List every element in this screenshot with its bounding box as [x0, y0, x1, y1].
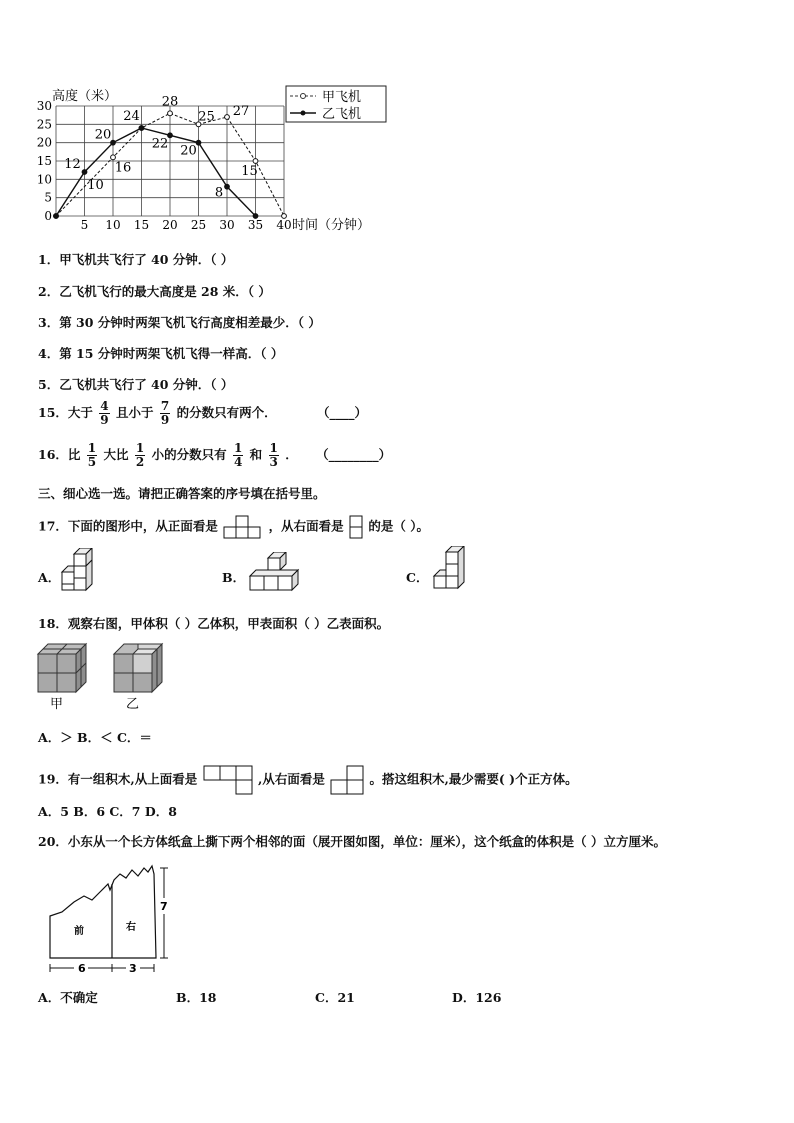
- data-label-yi: 8: [214, 185, 224, 201]
- q20-net-figure: [40, 860, 180, 978]
- data-label-yi: 20: [94, 127, 112, 143]
- question-3: 3．第 30 分钟时两架飞机飞行高度相差最少．（ ）: [38, 315, 321, 330]
- front-view-figure: [222, 514, 264, 540]
- q17-option-a-figure: [60, 548, 104, 600]
- y-tick-label: 5: [44, 190, 52, 205]
- data-label-yi: 22: [151, 136, 169, 152]
- point-yi: [225, 184, 230, 189]
- question-20: 20．小东从一个长方体纸盒上撕下两个相邻的面（展开图如图，单位：厘米），这个纸盒的体积是（ ）立方厘米。: [38, 834, 666, 849]
- q18-options[interactable]: A．＞ B．＜ C．＝: [38, 730, 152, 745]
- data-label-jia: 28: [161, 94, 179, 110]
- solid-label-yi: 乙: [126, 697, 140, 710]
- point-jia: [253, 159, 258, 164]
- point-yi: [196, 140, 201, 145]
- data-label-yi: 20: [180, 143, 197, 159]
- y-tick-label: 25: [36, 117, 52, 132]
- q18-solids-figure: [36, 642, 176, 710]
- question-2: 2．乙飞机飞行的最大高度是 28 米．（ ）: [38, 284, 271, 299]
- point-jia: [168, 111, 173, 116]
- point-jia: [225, 115, 230, 120]
- data-label-extra: 10: [87, 178, 104, 193]
- question-1: 1．甲飞机共飞行了 40 分钟．（ ）: [38, 252, 234, 267]
- y-tick-label: 0: [44, 209, 52, 223]
- q17-option-c-figure: [432, 546, 476, 600]
- point-jia: [282, 214, 287, 219]
- section-3-heading: 三、细心选一选。请把正确答案的序号填在括号里。: [38, 486, 326, 501]
- question-15: 15．大于 $\frac{4}{9}$ 且小于 $\frac{7}{9}$ 的分数只有两个． （____）: [38, 399, 367, 427]
- chart-legend: [286, 86, 386, 122]
- q20-option-a[interactable]: A．不确定: [38, 990, 98, 1005]
- x-tick-label: 35: [247, 218, 264, 232]
- answer-blank-16[interactable]: （________）: [316, 447, 392, 462]
- y-tick-label: 30: [36, 99, 52, 113]
- data-label-jia: 15: [241, 164, 258, 179]
- y-axis-label: 高度（米）: [52, 89, 118, 104]
- right-view-figure: [348, 514, 364, 540]
- question-16: 16．比 $\frac{1}{5}$ 大比 $\frac{1}{2}$ 小的分数只有 $\frac{1}{4}$ 和 $\frac{1}{3}$ ． （________）: [38, 441, 392, 469]
- x-tick-label: 5: [80, 218, 89, 232]
- x-axis-label: 时间（分钟）: [292, 218, 371, 233]
- data-label-jia: 25: [198, 109, 215, 125]
- q19-options[interactable]: A．5 B．6 C．7 D．8: [38, 804, 177, 819]
- solid-label-jia: 甲: [50, 697, 64, 710]
- dimension-3: 3: [129, 962, 137, 975]
- data-label-yi: 24: [123, 109, 140, 124]
- answer-blank-15[interactable]: （____）: [316, 405, 367, 420]
- q17-option-c[interactable]: C．: [406, 570, 429, 585]
- x-tick-label: 30: [219, 218, 235, 232]
- y-tick-label: 15: [36, 154, 52, 168]
- x-tick-label: 20: [162, 218, 178, 232]
- altitude-line-chart: [0, 80, 400, 240]
- q17-option-a[interactable]: A．: [38, 570, 61, 585]
- x-tick-label: 15: [133, 218, 150, 232]
- point-jia: [111, 155, 116, 160]
- fraction-7-9: $\frac{7}{9}$: [160, 399, 170, 427]
- dimension-6: 6: [78, 962, 86, 975]
- question-18: 18．观察右图，甲体积（ ）乙体积，甲表面积（ ）乙表面积。: [38, 616, 390, 631]
- question-4: 4．第 15 分钟时两架飞机飞得一样高．（ ）: [38, 346, 284, 361]
- x-tick-label: 25: [190, 218, 207, 232]
- question-5: 5．乙飞机共飞行了 40 分钟．（ ）: [38, 377, 234, 392]
- point-yi: [168, 133, 173, 138]
- legend-series-jia: 甲飞机: [322, 90, 362, 105]
- q20-option-d[interactable]: D．126: [452, 990, 502, 1005]
- point-yi: [111, 140, 116, 145]
- q17-option-b[interactable]: B．: [222, 570, 246, 585]
- fraction-4-9: $\frac{4}{9}$: [100, 399, 109, 427]
- point-yi: [82, 170, 87, 175]
- data-label-jia: 27: [232, 104, 250, 119]
- data-label-jia: 16: [114, 160, 132, 176]
- data-label-yi: 12: [64, 157, 81, 172]
- side-view-figure: [329, 764, 365, 796]
- point-yi: [139, 126, 144, 131]
- question-17: 17．下面的图形中，从正面看是 ，从右面看是 的是（ ）。: [38, 514, 429, 540]
- fraction-1-3: $\frac{1}{3}$: [269, 441, 278, 469]
- fraction-1-4: $\frac{1}{4}$: [233, 441, 243, 469]
- face-label-right: 右: [126, 922, 136, 933]
- y-tick-label: 20: [36, 135, 52, 150]
- question-19: 19．有一组积木,从上面看是 ,从右面看是 。搭这组积木,最少需要( )个正方体。: [38, 764, 578, 796]
- x-tick-label: 10: [105, 218, 121, 232]
- fraction-1-2: $\frac{1}{2}$: [135, 441, 145, 469]
- x-tick-label: 40: [276, 218, 292, 232]
- dimension-7: 7: [160, 900, 168, 913]
- point-yi: [253, 214, 258, 219]
- q17-option-b-figure: [248, 552, 308, 596]
- fraction-1-5: $\frac{1}{5}$: [87, 441, 97, 469]
- legend-series-yi: 乙飞机: [322, 107, 362, 122]
- y-tick-label: 10: [36, 172, 52, 187]
- face-label-front: 前: [74, 926, 84, 937]
- q20-option-b[interactable]: B．18: [176, 990, 217, 1005]
- q20-option-c[interactable]: C．21: [315, 990, 355, 1005]
- point-yi: [54, 214, 59, 219]
- chart-grid: [56, 106, 284, 216]
- top-view-figure: [202, 764, 254, 796]
